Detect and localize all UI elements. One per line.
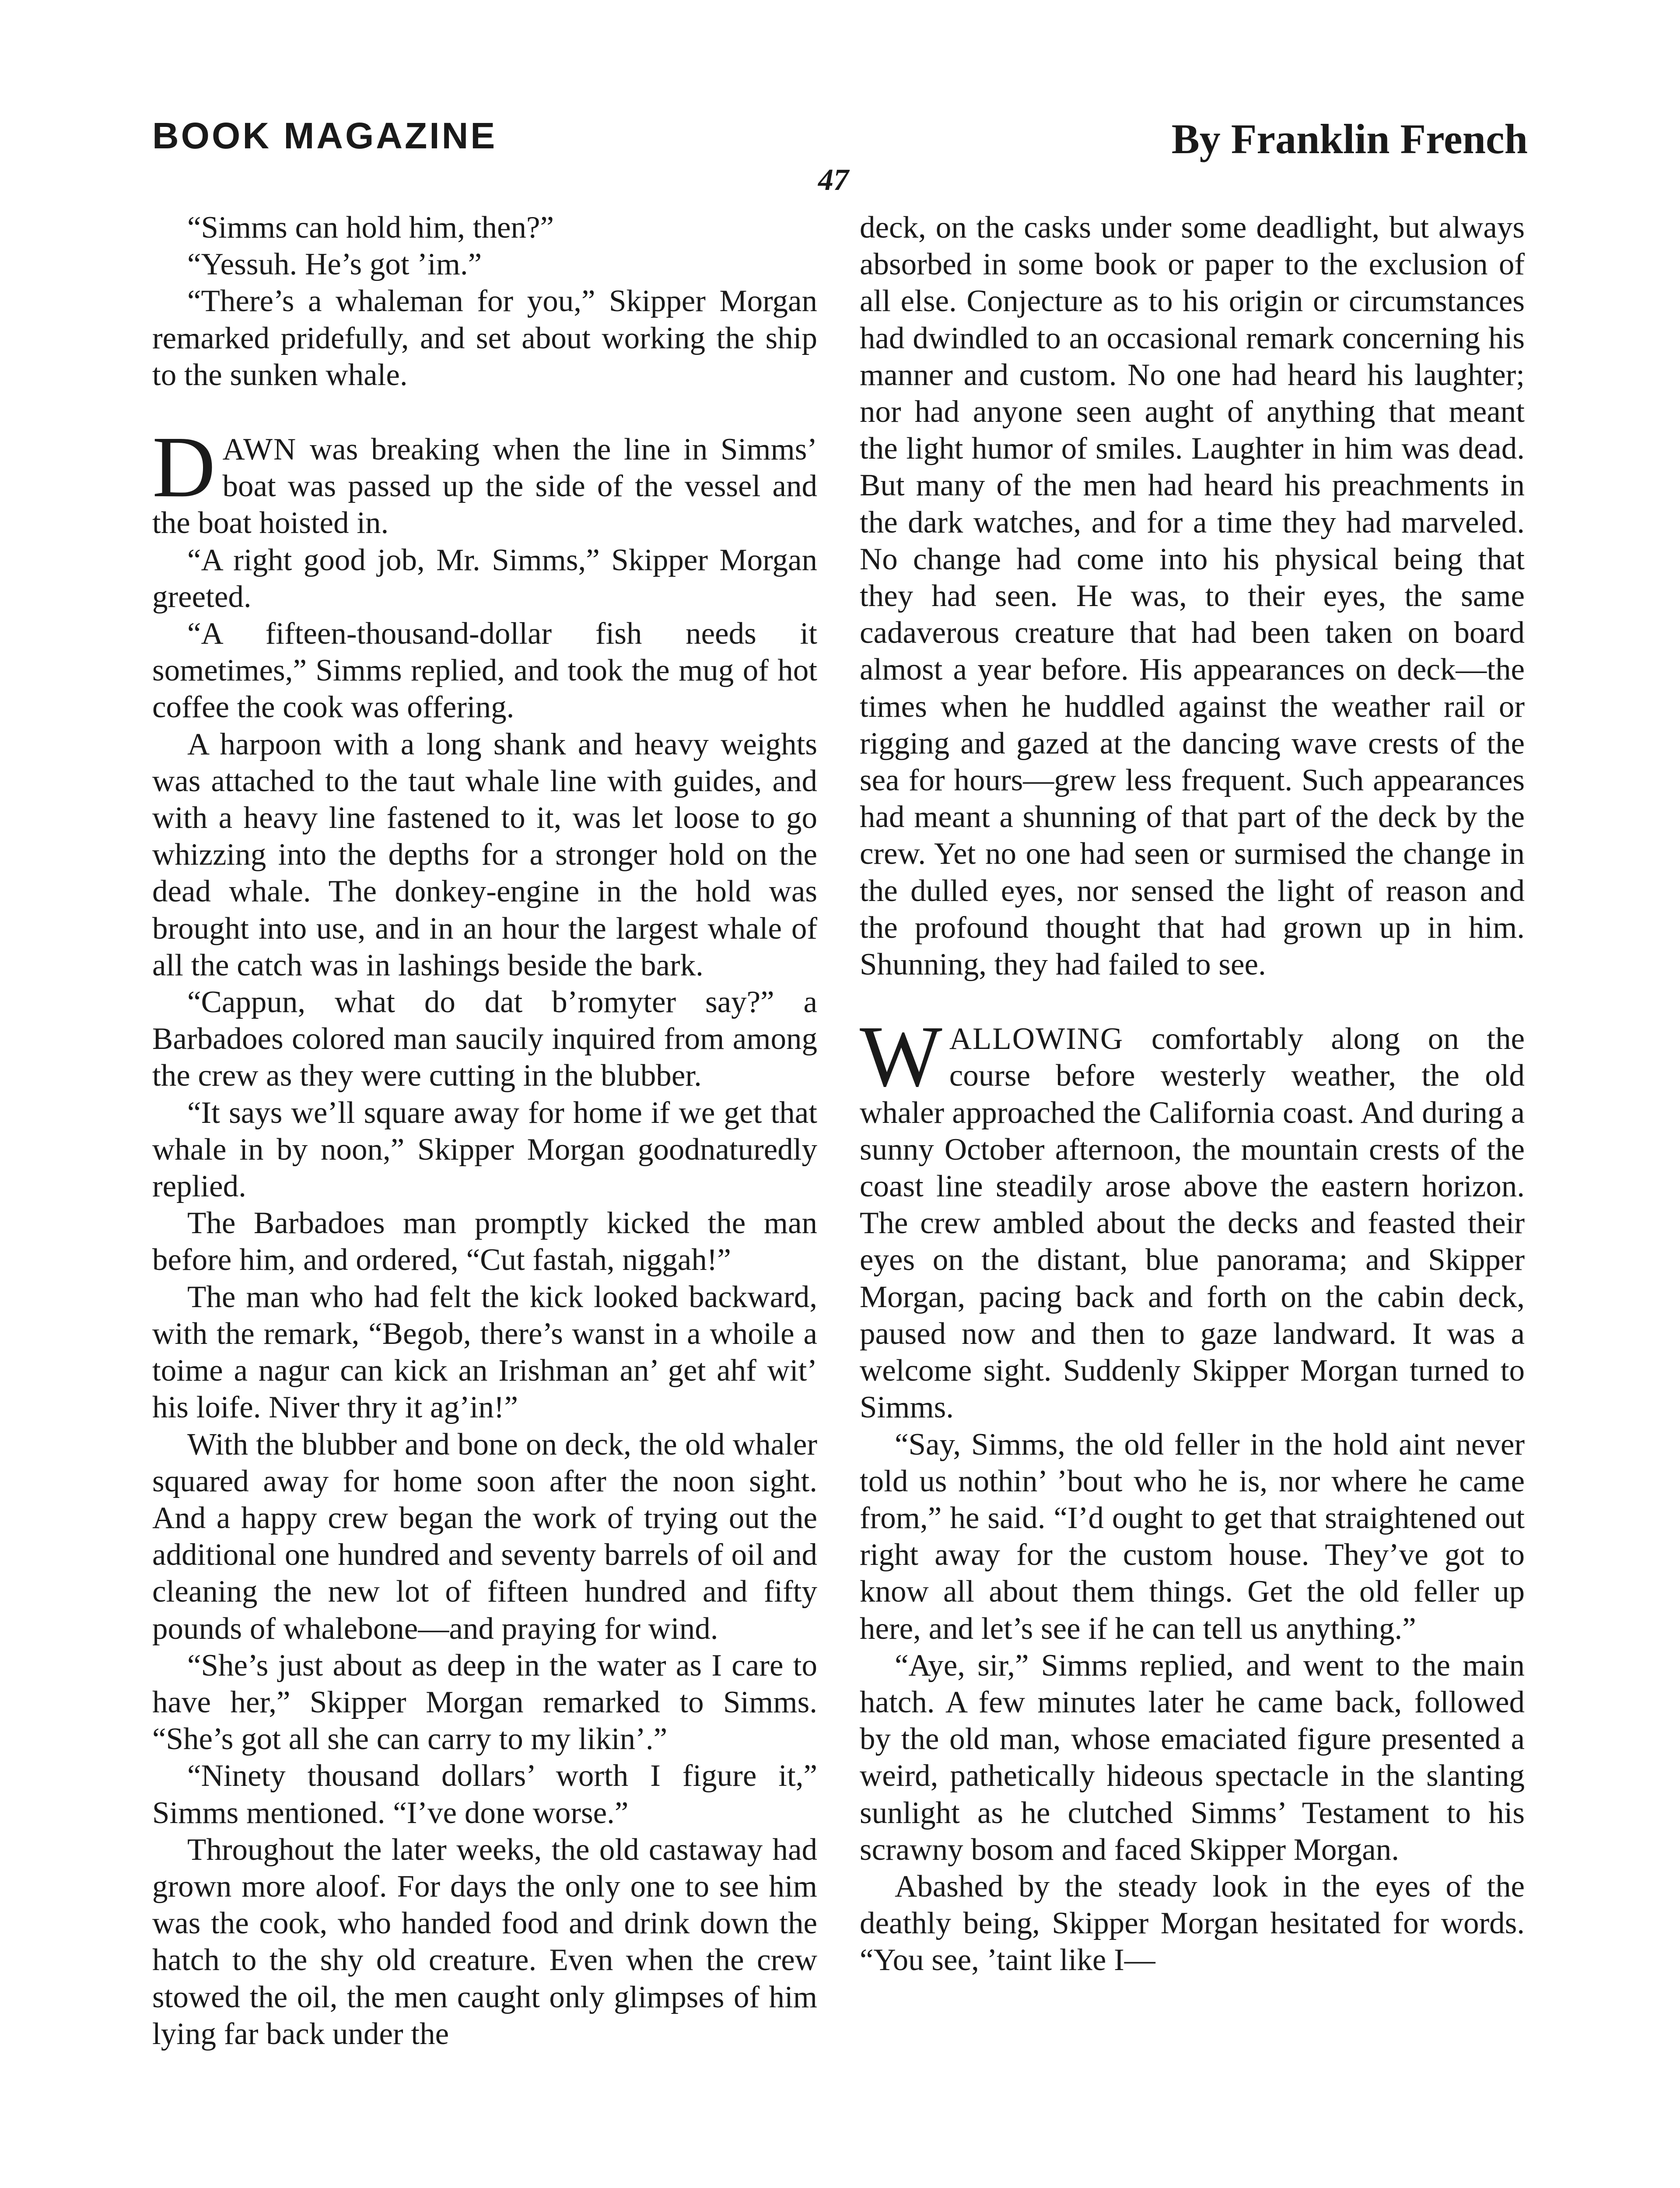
paragraph: “Yessuh. He’s got ’im.”	[187, 247, 482, 282]
small-caps-lead: AWN	[222, 432, 297, 467]
paragraph: “There’s a whaleman for you,” Skipper Morgan remarked pridefully, and set about working the ship to the sunken whale.	[152, 284, 817, 392]
drop-cap: W	[860, 1008, 942, 1105]
paragraph: “A fifteen-thousand-dollar fish needs it sometimes,” Simms replied, and took the mug of hot coffee the cook was offering.	[152, 617, 817, 725]
paragraph: The man who had felt the kick looked backward, with the remark, “Begob, there’s wanst in a whoile a toime a nagur can kick an Irishman an’ get ahf wit’ his loife. Niver thry it ag’in!”	[152, 1280, 817, 1425]
paragraph: “It says we’ll square away for home if we get that whale in by noon,” Skipper Morgan goodnaturedly replied.	[152, 1095, 817, 1204]
small-caps-lead: ALLOWING	[949, 1022, 1124, 1056]
section-opening-paragraph	[860, 1008, 1525, 1426]
right-column	[860, 209, 1525, 1979]
paragraph-text: comfortably along on the course before westerly weather, the old whaler approached the California coast. And during a sunny October afternoon, the mountain crests of the coast line steadily arose above the eastern horizon. The crew ambled about the decks and feasted their eyes on the distant, blue panorama; and Skipper Morgan, pacing back and forth on the cabin deck, paused now and then to gaze landward. It was a welcome sight. Suddenly Skipper Morgan turned to Simms.	[860, 1022, 1525, 1425]
paragraph: “She’s just about as deep in the water as I care to have her,” Skipper Morgan remarked to Simms. “She’s got all she can carry to my likin’.”	[152, 1648, 817, 1757]
paragraph: “Aye, sir,” Simms replied, and went to the main hatch. A few minutes later he came back, followed by the old man, whose emaciated figure presented a weird, pathetically hideous spectacle in the slanting sunlight as he clutched Simms’ Testament to his scrawny bosom and faced Skipper Morgan.	[860, 1648, 1525, 1867]
drop-cap: D	[152, 419, 216, 516]
paragraph: “A right good job, Mr. Simms,” Skipper Morgan greeted.	[152, 543, 817, 614]
paragraph: “Say, Simms, the old feller in the hold aint never told us nothin’ ’bout who he is, nor where he came from,” he said. “I’d ought to get that straightened out right away for the custom house. They’ve got to know all about them things. Get the old feller up here, and let’s see if he can tell us anything.”	[860, 1427, 1525, 1646]
paragraph-continued: deck, on the casks under some deadlight, but always absorbed in some book or paper to the exclusion of all else. Conjecture as to his origin or circumstances had dwindled to an occasional remark concerning his manner and custom. No one had heard his laughter; nor had anyone seen aught of anything that meant the light humor of smiles. Laughter in him was dead. But many of the men had heard his preachments in the dark watches, and for a time they had marveled. No change had come into his physical being that they had seen. He was, to their eyes, the same cadaverous creature that had been taken on board almost a year before. His appearances on deck—the times when he huddled against the weather rail or rigging and gazed at the dancing wave crests of the sea for hours—grew less frequent. Such appearances had meant a shunning of that part of the deck by the crew. Yet no one had seen or surmised the change in the dulled eyes, nor sensed the light of reason and the profound thought that had grown up in him. Shunning, they had failed to see.	[860, 210, 1525, 982]
running-header-right: By Franklin French	[1171, 116, 1528, 162]
paragraph: “Ninety thousand dollars’ worth I figure it,” Simms mentioned. “I’ve done worse.”	[152, 1759, 817, 1830]
paragraph: The Barbadoes man promptly kicked the man before him, and ordered, “Cut fastah, niggah!”	[152, 1206, 817, 1277]
paragraph: With the blubber and bone on deck, the old whaler squared away for home soon after the noon sight. And a happy crew began the work of trying out the additional one hundred and seventy barrels of oil and cleaning the new lot of fifteen hundred and fifty pounds of whalebone—and praying for wind.	[152, 1427, 817, 1646]
left-column	[152, 209, 817, 2052]
paragraph: “Cappun, what do dat b’romyter say?” a Barbadoes colored man saucily inquired from among the crew as they were cutting in the blubber.	[152, 985, 817, 1093]
paragraph: A harpoon with a long shank and heavy weights was attached to the taut whale line with guides, and with a heavy line fastened to it, was let loose to go whizzing into the depths for a stronger hold on the dead whale. The donkey-engine in the hold was brought into use, and in an hour the largest whale of all the catch was in lashings beside the bark.	[152, 727, 817, 982]
section-opening-paragraph	[152, 419, 817, 542]
paragraph: Abashed by the steady look in the eyes of the deathly being, Skipper Morgan hesitated for words. “You see, ’taint like I—	[860, 1869, 1525, 1978]
running-header-left: BOOK MAGAZINE	[152, 115, 497, 156]
paragraph: “Simms can hold him, then?”	[187, 210, 554, 245]
page-number: 47	[818, 163, 849, 197]
paragraph: Throughout the later weeks, the old castaway had grown more aloof. For days the only one to see him was the cook, who handed food and drink down the hatch to the shy old creature. Even when the crew stowed the oil, the men caught only glimpses of him lying far back under the	[152, 1832, 817, 2051]
paragraph-text: was breaking when the line in Simms’ boat was passed up the side of the vessel and the boat hoisted in.	[152, 432, 817, 540]
